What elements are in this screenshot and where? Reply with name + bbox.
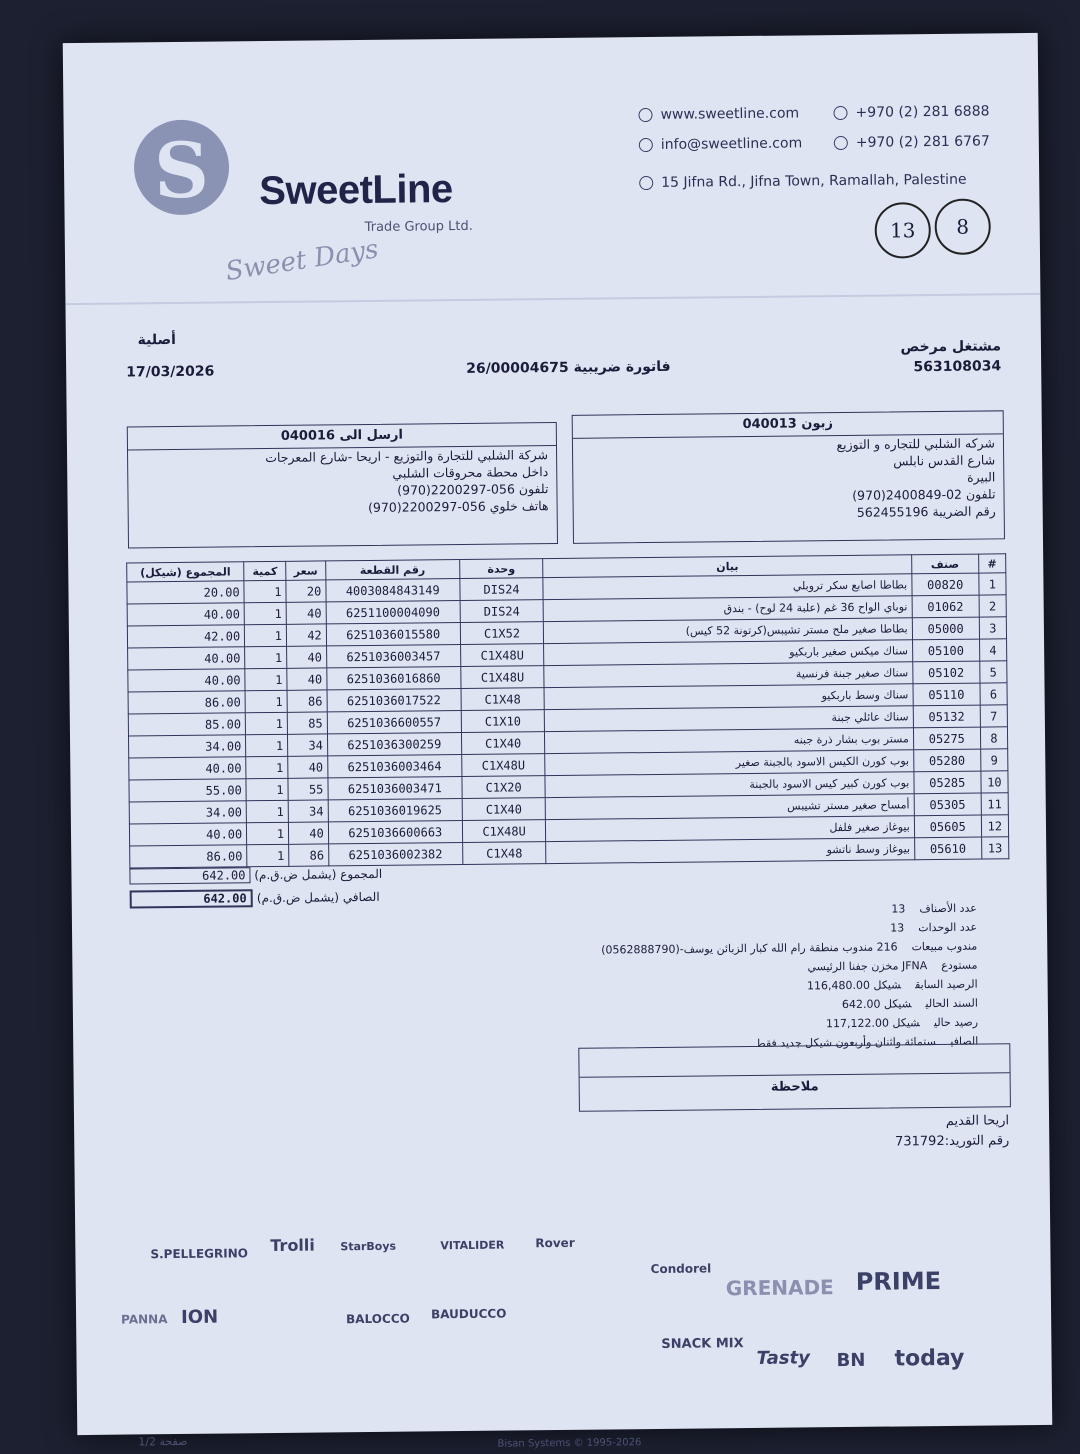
cell-no: 4 [979, 639, 1007, 661]
cell-price: 34 [288, 800, 328, 822]
summary-row [826, 1016, 978, 1031]
cell-desc: بوب كورن الكيس الاسود بالجبنة صغير [545, 750, 914, 776]
cell-barcode: 6251100004090 [326, 601, 460, 624]
cell-price: 20 [286, 580, 326, 602]
cell-item: 00820 [912, 573, 979, 596]
cell-desc: بيوغاز صغير فلفل [546, 816, 915, 842]
invoice-paper [63, 33, 1053, 1450]
notes-label: ملاحظة [580, 1072, 1010, 1102]
notes-box [578, 1043, 1011, 1112]
cell-price: 86 [287, 690, 327, 712]
cell-desc: سناك صغير جبنة فرنسية [544, 662, 913, 688]
brand-logo: Tasty [756, 1347, 811, 1369]
summary-value: شيكل 117,122.00 [825, 1016, 921, 1031]
cell-barcode: 6251036003464 [327, 755, 461, 778]
cell-item: 05102 [913, 661, 980, 684]
cell-total: 40.00 [129, 757, 246, 780]
cell-total: 86.00 [128, 691, 245, 714]
cell-desc: أمساح صغير مستر تشيبس [546, 794, 915, 820]
cell-unit: C1X48U [461, 754, 545, 777]
cell-qty: 1 [245, 624, 287, 646]
cell-total: 34.00 [128, 735, 245, 758]
cell-item: 05132 [913, 705, 980, 728]
brand-logo: BALOCCO [346, 1311, 410, 1327]
cell-desc: سناك ميكس صغير باربكيو [544, 640, 913, 666]
cell-no: 3 [979, 617, 1007, 639]
cell-desc: نوباي الواح 36 غم (علبة 24 لوح) - بندق [544, 596, 913, 622]
invoice-title: فاتورة ضريبية 26/00004675 [466, 358, 671, 377]
stamp-right: 8 [934, 198, 991, 255]
col-price: سعر [286, 561, 326, 580]
cell-total: 85.00 [128, 713, 245, 736]
cell-unit: C1X40 [461, 732, 545, 755]
summary-row [891, 902, 977, 916]
col-no: # [978, 554, 1005, 573]
summary-value: ستمائة واثنان وأربعون شيكل جديد فقط [755, 1035, 937, 1050]
cell-qty: 1 [246, 778, 288, 800]
summary-value: شيكل 116,480.00 [806, 978, 902, 993]
cell-no: 9 [980, 749, 1008, 771]
cell-item: 05280 [913, 749, 980, 772]
cell-desc: بطاطا اصابع سكر تروبلي [543, 574, 912, 600]
contact-phone1: +970 (2) 281 6888 [833, 103, 989, 121]
cell-desc: سناك وسط باربكيو [544, 684, 913, 710]
company-logo-icon: S [134, 119, 230, 215]
cell-barcode: 6251036015580 [326, 623, 460, 646]
cell-price: 34 [288, 734, 328, 756]
contact-website: www.sweetline.com [638, 105, 799, 123]
customer-line: رقم الضريبة 562455196 [856, 503, 996, 520]
cell-barcode: 6251036600557 [327, 711, 461, 734]
brand-logo: today [894, 1345, 965, 1372]
summary-value: شيكل 642.00 [841, 997, 912, 1012]
brand-logo: PRIME [855, 1267, 942, 1296]
summary-label: الرصيد السابق [914, 977, 978, 992]
col-total: المجموع (شيكل) [127, 562, 244, 582]
summary-value: 13 [891, 902, 906, 916]
cell-total: 40.00 [127, 603, 244, 626]
summary-row [807, 978, 978, 993]
summary-label: رصيد حالي [933, 1015, 979, 1030]
cell-no: 13 [981, 837, 1009, 859]
summary-label: السند الحالي [925, 996, 978, 1011]
page-number: صفحة 1/2 [138, 1434, 188, 1449]
cell-item: 05605 [914, 815, 981, 838]
cell-no: 2 [979, 595, 1007, 617]
cell-qty: 1 [244, 602, 286, 624]
summary-value: JFNA مخزن جفنا الرئيسي [807, 959, 928, 974]
brand-logo: Condorel [650, 1261, 712, 1277]
customer-header: زبون 040013 [573, 411, 1003, 439]
cell-unit: DIS24 [460, 578, 544, 601]
invoice-date: 17/03/2026 [126, 363, 215, 381]
cell-no: 10 [981, 771, 1009, 793]
cell-item: 05100 [912, 639, 979, 662]
brand-logo: BN [836, 1349, 866, 1372]
cell-total: 20.00 [127, 581, 244, 604]
contact-email: info@sweetline.com [639, 135, 803, 153]
cell-price: 40 [286, 602, 326, 624]
notes-line1: اريحا القديم [945, 1113, 1010, 1129]
cell-unit: C1X48U [462, 820, 546, 843]
cell-barcode: 6251036003471 [328, 777, 462, 800]
cell-total: 55.00 [129, 779, 246, 802]
summary-label: مستودع [941, 958, 978, 972]
cell-item: 05285 [914, 771, 981, 794]
company-subtitle: Trade Group Ltd. [364, 218, 473, 235]
ship-to-line: هاتف خلوي 056-2200297(970) [367, 498, 549, 515]
cell-unit: C1X20 [462, 776, 546, 799]
phone-icon [833, 106, 847, 120]
col-item: صنف [911, 554, 978, 574]
summary-row [890, 921, 977, 935]
customer-line: تلفون 02-2400849(970) [852, 486, 996, 503]
cell-unit: C1X48U [460, 644, 544, 667]
header-divider [65, 293, 1040, 305]
cell-item: 05610 [914, 837, 981, 860]
cell-no: 12 [981, 815, 1009, 837]
cell-qty: 1 [247, 822, 289, 844]
cell-price: 40 [288, 756, 328, 778]
cell-total: 40.00 [129, 823, 246, 846]
stamp-left: 13 [874, 202, 931, 259]
cell-total: 40.00 [128, 669, 245, 692]
total-value: 642.00 [129, 867, 250, 884]
cell-price: 40 [288, 822, 328, 844]
cell-barcode: 6251036017522 [327, 689, 461, 712]
cell-desc: بيوغاز وسط ناتشو [546, 838, 915, 864]
location-icon [639, 176, 653, 190]
total-label: المجموع (يشمل ض.ق.م) [254, 866, 383, 883]
cell-total: 42.00 [127, 625, 244, 648]
cell-price: 85 [287, 712, 327, 734]
cell-total: 34.00 [129, 801, 246, 824]
cell-price: 86 [289, 844, 329, 866]
brand-logo: Rover [535, 1235, 575, 1251]
ship-to-header: ارسل الى 040016 [128, 423, 556, 450]
cell-item: 05000 [912, 617, 979, 640]
cell-item: 05110 [913, 683, 980, 706]
ship-to-line: داخل محطة محروقات الشلبي [392, 464, 549, 481]
software-credit: Bisan Systems © 1995-2026 [497, 1437, 642, 1450]
summary-row [807, 959, 977, 974]
cell-price: 42 [286, 624, 326, 646]
total-row [129, 866, 382, 885]
summary-row [842, 997, 978, 1011]
net-label: الصافي (يشمل ض.ق.م) [256, 889, 380, 906]
col-unit: وحدة [459, 559, 543, 579]
cell-price: 40 [287, 668, 327, 690]
contact-phone2: +970 (2) 281 6767 [834, 133, 990, 151]
summary-row [601, 940, 977, 957]
cell-barcode: 4003084843149 [326, 579, 460, 602]
col-barcode: رقم القطعة [325, 560, 459, 580]
cell-no: 1 [979, 573, 1007, 595]
registered-number: 563108034 [913, 358, 1002, 376]
notes-line2: رقم التوريد:731792 [894, 1133, 1010, 1150]
cell-qty: 1 [245, 668, 287, 690]
summary-label: الصافي [950, 1034, 979, 1048]
summary-label: عدد الوحدات [918, 920, 978, 935]
cell-barcode: 6251036002382 [328, 843, 462, 866]
cell-barcode: 6251036003457 [326, 645, 460, 668]
cell-unit: C1X52 [460, 622, 544, 645]
cell-unit: C1X48 [462, 842, 546, 865]
customer-line: شركه الشلبي للتجاره و التوزيع [836, 435, 996, 453]
phone-icon [834, 136, 848, 150]
cell-desc: مستر بوب بشار ذرة جبنه [545, 728, 914, 754]
cell-qty: 1 [246, 800, 288, 822]
ship-to-line: تلفون 056-2200297(970) [397, 481, 549, 498]
brand-logo: Trolli [270, 1235, 315, 1256]
registered-label: مشتغل مرخص [900, 338, 1002, 356]
cell-qty: 1 [245, 646, 287, 668]
cell-no: 7 [980, 705, 1008, 727]
cell-no: 5 [979, 661, 1007, 683]
cell-unit: DIS24 [460, 600, 544, 623]
cell-unit: C1X48U [461, 666, 545, 689]
cell-unit: C1X10 [461, 710, 545, 733]
cell-barcode: 6251036016860 [327, 667, 461, 690]
brand-logo: PANNA [121, 1312, 168, 1327]
globe-icon [638, 108, 652, 122]
cell-qty: 1 [244, 580, 286, 602]
col-desc: بيان [543, 555, 912, 578]
cell-desc: بوب كورن كبير كيس الاسود بالجبنة [545, 772, 914, 798]
col-qty: كمية [244, 561, 286, 580]
cell-qty: 1 [246, 756, 288, 778]
cell-qty: 1 [245, 712, 287, 734]
mail-icon [639, 138, 653, 152]
cell-item: 05275 [913, 727, 980, 750]
cell-total: 40.00 [128, 647, 245, 670]
cell-item: 01062 [912, 595, 979, 618]
cell-no: 11 [981, 793, 1009, 815]
cell-item: 05305 [914, 793, 981, 816]
brand-logo: ION [180, 1306, 219, 1328]
brand-logo: StarBoys [340, 1239, 397, 1254]
cell-qty: 1 [247, 844, 289, 866]
brand-logo: S.PELLEGRINO [150, 1246, 248, 1262]
customer-line: شارع القدس نابلس [893, 452, 996, 469]
original-label: أصلية [137, 331, 176, 349]
cell-qty: 1 [245, 690, 287, 712]
customer-box [572, 410, 1005, 544]
cell-unit: C1X48 [461, 688, 545, 711]
summary-label: مندوب مبيعات [911, 939, 978, 954]
brand-logo: VITALIDER [440, 1238, 505, 1253]
summary-label: عدد الأصناف [919, 901, 977, 916]
summary-value: 216 مندوب منطقة رام الله كبار الزبائن يوسف-(0562888790) [601, 940, 898, 957]
contact-address: 15 Jifna Rd., Jifna Town, Ramallah, Palestine [639, 172, 966, 191]
cell-total: 86.00 [130, 845, 247, 868]
cell-price: 55 [288, 778, 328, 800]
cell-unit: C1X40 [462, 798, 546, 821]
cell-barcode: 6251036300259 [327, 733, 461, 756]
cell-no: 6 [980, 683, 1008, 705]
cell-barcode: 6251036019625 [328, 799, 462, 822]
brand-logo: BAUDUCCO [430, 1306, 507, 1322]
summary-value: 13 [890, 921, 905, 935]
company-name: SweetLine [259, 167, 453, 214]
ship-to-box [127, 422, 558, 548]
net-value: 642.00 [130, 889, 253, 908]
company-tagline: Sweet Days [223, 234, 381, 287]
customer-line: البيرة [966, 469, 996, 485]
cell-desc: سناك عائلي جبنة [545, 706, 914, 732]
cell-desc: بطاطا صغير ملح مستر تشيبس(كرتونة 52 كيس) [544, 618, 913, 644]
ship-to-line: شركة الشلبي للتجارة والتوزيع - اريحا -شارع المعرجات [265, 447, 549, 466]
cell-no: 8 [980, 727, 1008, 749]
cell-qty: 1 [246, 734, 288, 756]
brand-logo: SNACK MIX [661, 1336, 744, 1352]
cell-price: 40 [287, 646, 327, 668]
items-table [126, 553, 1009, 868]
net-row [130, 888, 380, 909]
cell-barcode: 6251036600663 [328, 821, 462, 844]
brand-logo: GRENADE [725, 1275, 834, 1301]
